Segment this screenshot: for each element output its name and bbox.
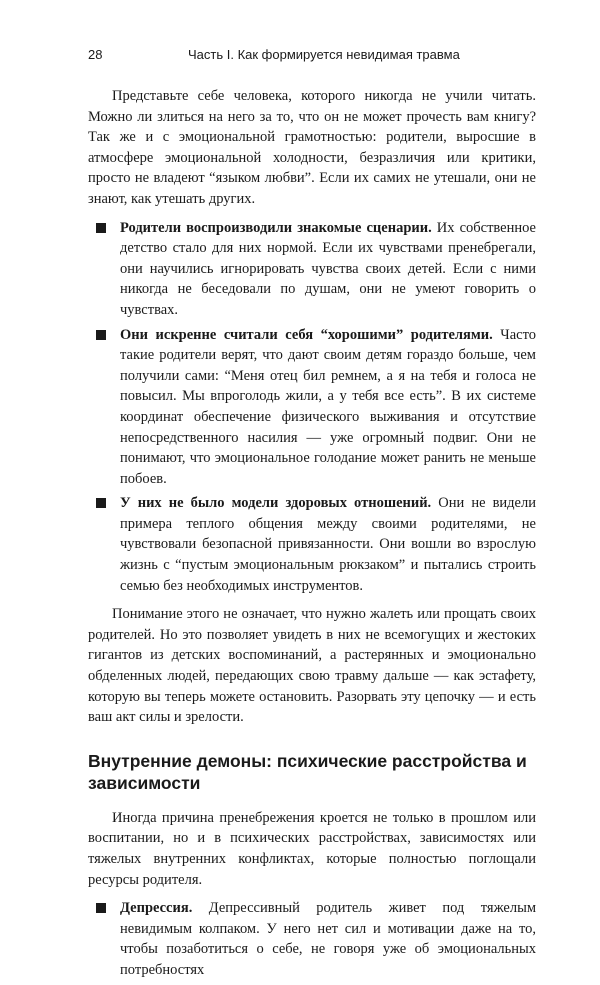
conclusion-paragraph: Понимание этого не означает, что нужно жалеть или прощать своих родителей. Но это позволяет увидеть в них не всемогущих и жестоких гигантов из детских воспоминаний, а растерянных и эмоционально обделенных людей, передающих свою травму дальше — как эстафету, которую вы теперь можете остановить. Разорвать эту цепочку — и есть ваш акт силы и зрелости. [88, 606, 536, 726]
list-item-lead: Они искренне считали себя “хорошими” родителями. [120, 326, 493, 343]
list-item [88, 218, 536, 321]
running-header [88, 46, 536, 64]
reasons-list [88, 218, 536, 597]
page-number: 28 [88, 47, 103, 62]
list-item-text: Их собственное детство стало для них нормой. Если их чувствами пренебрегали, они научились игнорировать чувства своих детей. Если с ними никогда не беседовали по душам, они не умеют говорить о чувствах. [120, 219, 536, 318]
square-bullet-icon [96, 223, 106, 233]
square-bullet-icon [96, 903, 106, 913]
square-bullet-icon [96, 330, 106, 340]
list-item [88, 898, 536, 980]
chapter-title: Часть I. Как формируется невидимая травма [188, 47, 460, 62]
list-item-lead: У них не было модели здоровых отношений. [120, 495, 432, 512]
list-item-text: Часто такие родители верят, что дают своим детям гораздо больше, чем получили сами: “Меня отец бил ремнем, а я на тебя и голоса не повысил. Мы впроголодь жили, а у тебя все есть”. В их системе координат обеспечение физического выживания и отсутствие непосредственного насилия — уже огромный подвиг. Они не понимают, что эмоциональное голодание может ранить не меньше побоев. [120, 326, 536, 487]
list-item-text: Депрессивный родитель живет под тяжелым невидимым колпаком. У него нет сил и мотивации даже на то, чтобы позаботиться о себе, не говоря уже об эмоциональных потребностях [120, 900, 536, 978]
disorders-list [88, 898, 536, 980]
list-item-lead: Родители воспроизводили знакомые сценарии. [120, 219, 432, 236]
page-body [88, 86, 536, 985]
list-item-lead: Депрессия. [120, 900, 193, 917]
square-bullet-icon [96, 498, 106, 508]
section-paragraph: Иногда причина пренебрежения кроется не только в прошлом или воспитании, но и в психических расстройствах, зависимостях или тяжелых внутренних конфликтах, которые полностью поглощали ресурсы родителя. [88, 809, 536, 888]
intro-paragraph: Представьте себе человека, которого никогда не учили читать. Можно ли злиться на него за то, что он не может прочесть вам книгу? Так же и с эмоциональной грамотностью: родители, выросшие в атмосфере эмоциональной холодности, безразличия или критики, просто не владеют “языком любви”. Если их самих не утешали, они не знают, как утешать других. [88, 88, 536, 207]
list-item-text: Они не видели примера теплого общения между своими родителями, не чувствовали безопасной привязанности. Они вошли во взрослую жизнь с “пустым эмоциональным рюкзаком” и пытались строить семью без необходимых инструментов. [120, 495, 536, 594]
list-item [88, 325, 536, 490]
section-heading: Внутренние демоны: психические расстройства и зависимости [88, 750, 527, 793]
list-item [88, 493, 536, 596]
